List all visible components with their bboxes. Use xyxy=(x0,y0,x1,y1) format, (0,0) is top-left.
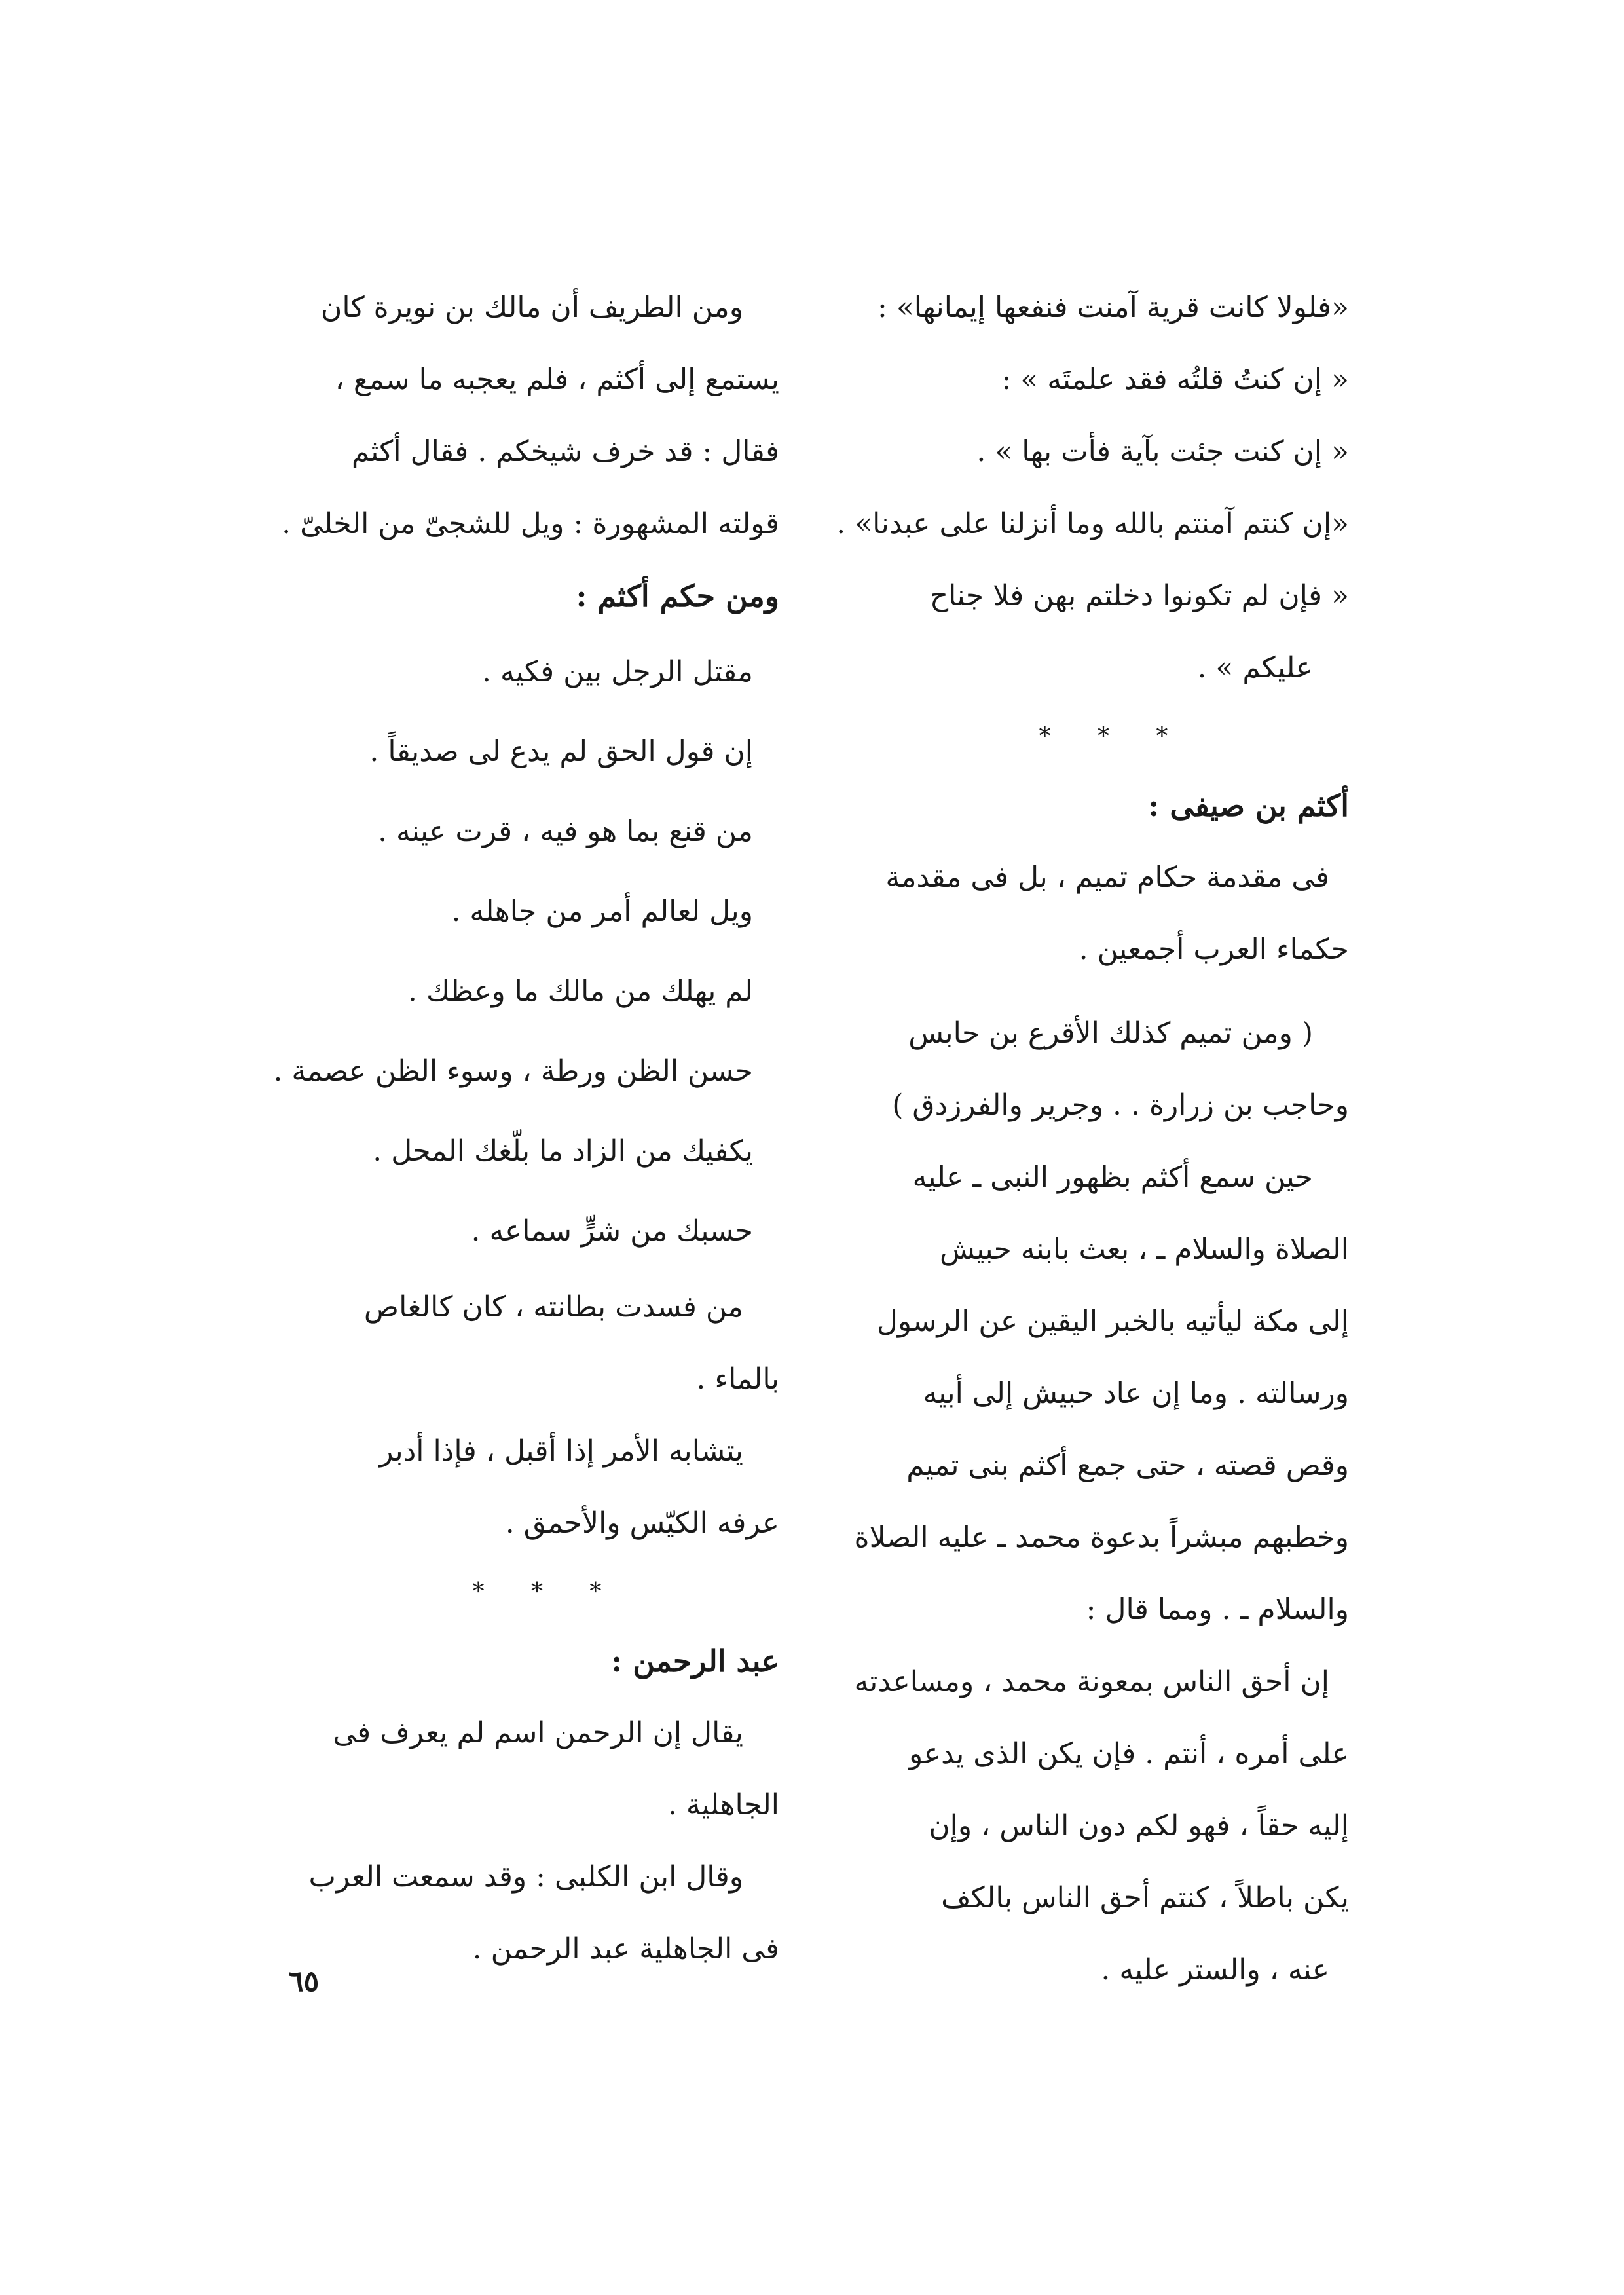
quote-line: « فإن لم تكونوا دخلتم بهن فلا جناح xyxy=(929,579,1349,612)
quote-line: « إن كنت جئت بآية فأت بها » . xyxy=(976,435,1349,468)
paragraph-line: حكماء العرب أجمعين . xyxy=(1079,933,1349,966)
paragraph-line: ورسالته . وما إن عاد حبيش إلى أبيه xyxy=(923,1377,1349,1410)
saying-line: مقتل الرجل بين فكيه . xyxy=(481,655,753,688)
section-heading-aktham: أكثم بن صيفى : xyxy=(1148,788,1349,823)
paragraph-line: عنه ، والستر عليه . xyxy=(1101,1953,1329,1987)
paragraph-line: إليه حقاً ، فهو لكم دون الناس ، وإن xyxy=(929,1809,1349,1842)
paragraph-line: والسلام ـ . ومما قال : xyxy=(1086,1593,1349,1626)
saying-line: من قنع بما هو فيه ، قرت عينه . xyxy=(378,815,753,848)
paragraph-line: الصلاة والسلام ـ ، بعث بابنه حبيش xyxy=(939,1233,1349,1266)
quote-line: « إن كنتُ قلتُه فقد علمتَه » : xyxy=(1001,363,1349,396)
paragraph-line: فى مقدمة حكام تميم ، بل فى مقدمة xyxy=(885,861,1329,894)
page-number: ٦٥ xyxy=(288,1965,320,1998)
paragraph-line: على أمره ، أنتم . فإن يكن الذى يدعو xyxy=(908,1737,1349,1770)
paragraph-line: وخطبهم مبشراً بدعوة محمد ـ عليه الصلاة xyxy=(854,1521,1349,1554)
paragraph-line: ( ومن تميم كذلك الأقرع بن حابس xyxy=(908,1017,1313,1050)
quote-line: «فلولا كانت قرية آمنت فنفعها إيمانها» : xyxy=(877,291,1349,324)
paragraph-line: يستمع إلى أكثم ، فلم يعجبه ما سمع ، xyxy=(335,363,779,396)
paragraph-line: حين سمع أكثم بظهور النبى ـ عليه xyxy=(912,1161,1313,1194)
saying-line: حسن الظن ورطة ، وسوء الظن عصمة . xyxy=(273,1054,753,1088)
paragraph-line: يقال إن الرحمن اسم لم يعرف فى xyxy=(333,1716,743,1749)
saying-line: حسبك من شرٍّ سماعه . xyxy=(471,1214,753,1248)
right-column xyxy=(832,272,1349,2006)
paragraph-line: يكن باطلاً ، كنتم أحق الناس بالكف xyxy=(941,1881,1349,1914)
paragraph-line: وحاجب بن زرارة . . وجرير والفرزدق ) xyxy=(892,1089,1349,1122)
saying-line: من فسدت بطانته ، كان كالغاص xyxy=(363,1290,743,1324)
quote-line: «إن كنتم آمنتم بالله وما أنزلنا على عبدنا» . xyxy=(836,507,1349,540)
paragraph-line: وقص قصته ، حتى جمع أكثم بنى تميم xyxy=(906,1449,1349,1482)
saying-line: عرفه الكيّس والأحمق . xyxy=(505,1506,779,1540)
paragraph-line: فقال : قد خرف شيخكم . فقال أكثم xyxy=(351,435,779,468)
left-column xyxy=(268,272,779,1985)
subheading-aktham-sayings: ومن حكم أكثم : xyxy=(576,578,779,614)
saying-line: إن قول الحق لم يدع لى صديقاً . xyxy=(369,735,753,768)
paragraph-line: قولته المشهورة : ويل للشجىّ من الخلىّ . xyxy=(282,507,779,540)
section-separator: * * * xyxy=(1039,723,1188,750)
paragraph-line: ومن الطريف أن مالك بن نويرة كان xyxy=(321,291,743,324)
quote-line: عليكم » . xyxy=(1197,651,1313,684)
saying-line: ويل لعالم أمر من جاهله . xyxy=(451,895,753,928)
section-heading-abd-al-rahman: عبد الرحمن : xyxy=(611,1643,779,1679)
paragraph-line: فى الجاهلية عبد الرحمن . xyxy=(472,1932,779,1966)
paragraph-line: إلى مكة ليأتيه بالخبر اليقين عن الرسول xyxy=(876,1305,1349,1338)
saying-line: بالماء . xyxy=(696,1362,779,1396)
paragraph-line: وقال ابن الكلبى : وقد سمعت العرب xyxy=(308,1860,743,1894)
saying-line: يكفيك من الزاد ما بلّغك المحل . xyxy=(373,1134,753,1168)
paragraph-line: الجاهلية . xyxy=(667,1788,779,1821)
paragraph-line: إن أحق الناس بمعونة محمد ، ومساعدته xyxy=(854,1665,1329,1698)
saying-line: لم يهلك من مالك ما وعظك . xyxy=(408,975,753,1008)
saying-line: يتشابه الأمر إذا أقبل ، فإذا أدبر xyxy=(379,1434,743,1468)
section-separator: * * * xyxy=(472,1578,621,1605)
